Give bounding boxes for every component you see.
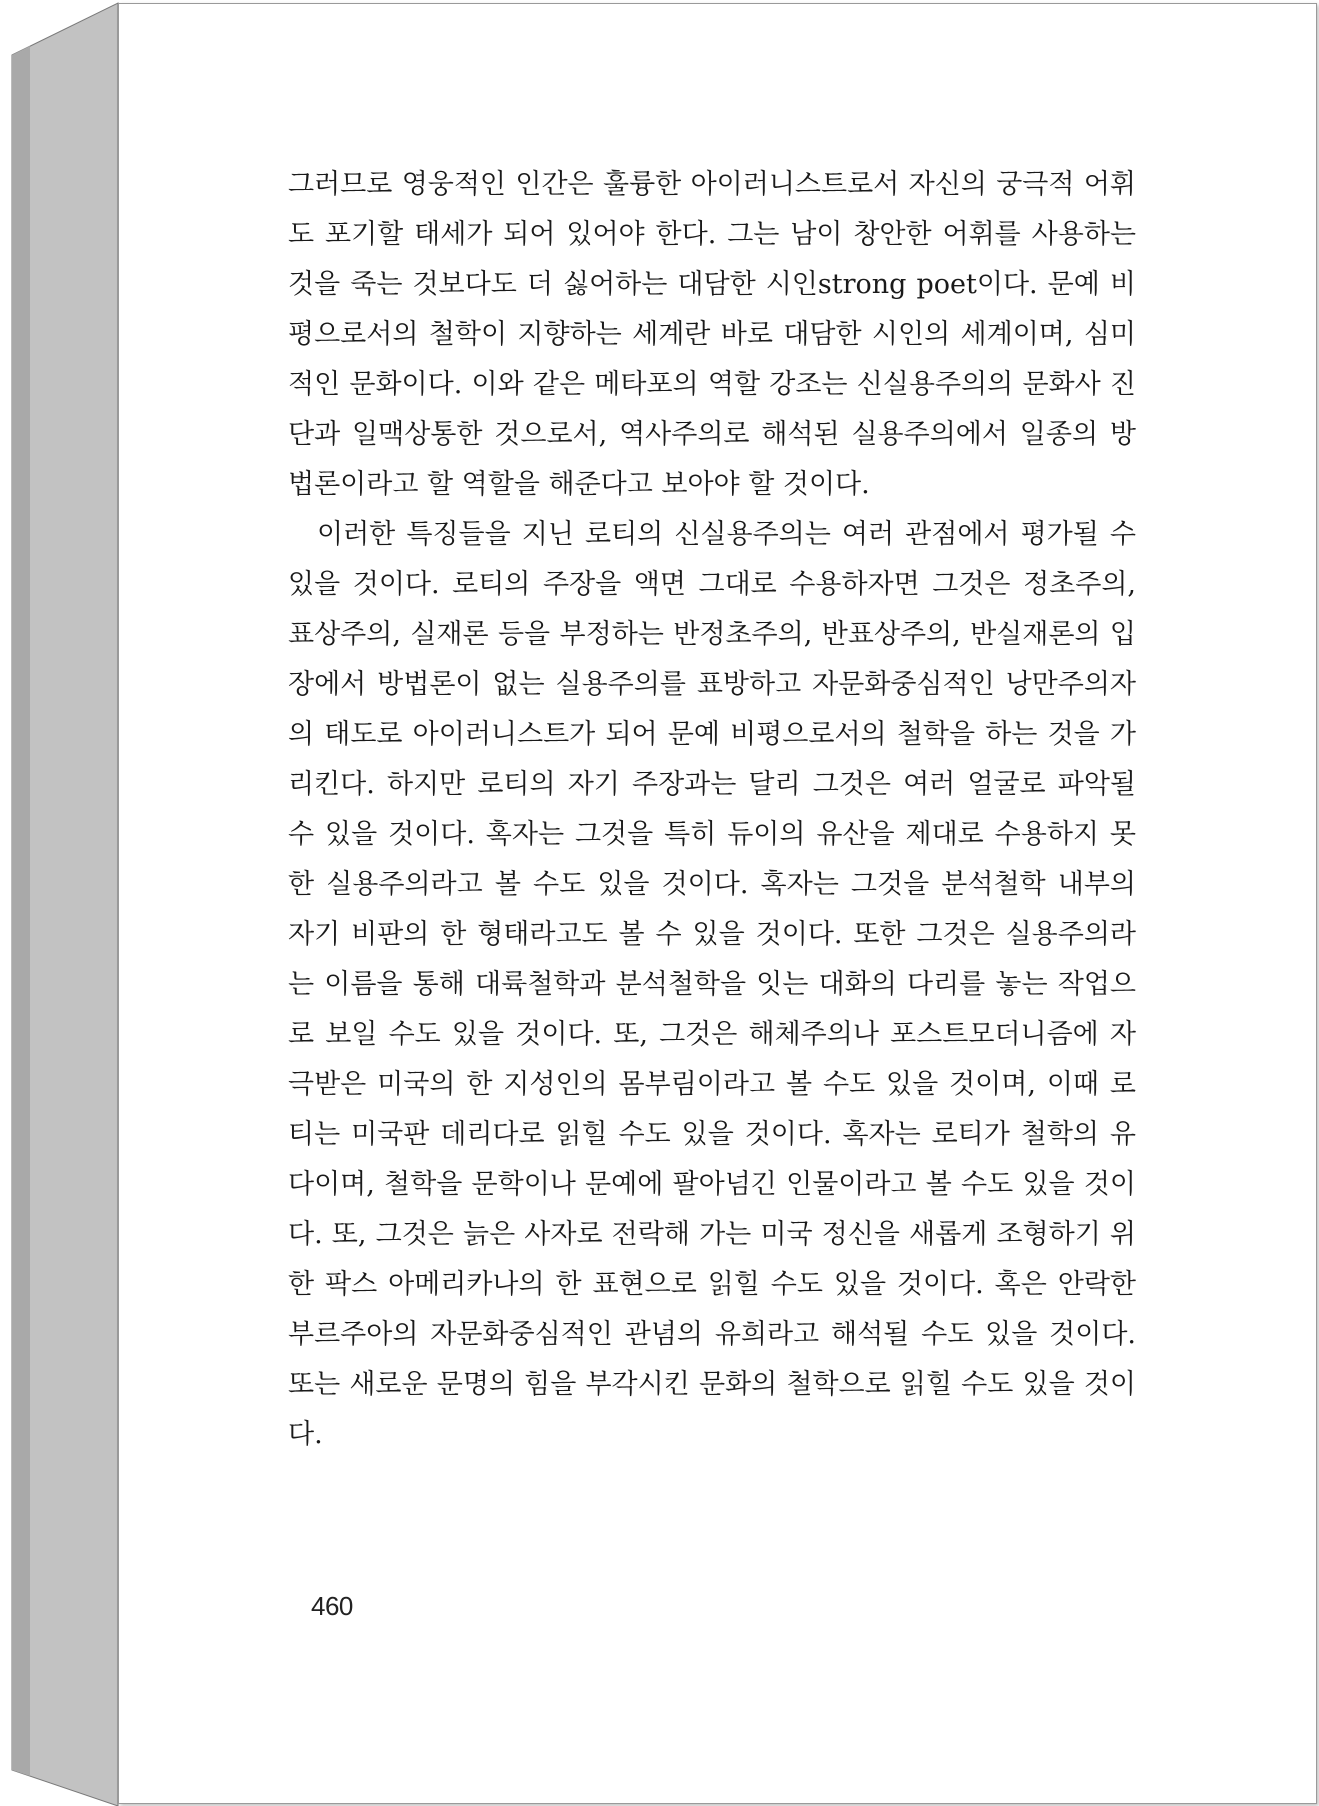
page-stack-shade: [12, 46, 30, 1776]
body-text: [288, 160, 1136, 1460]
paragraph-2: 이러한 특징들을 지닌 로티의 신실용주의는 여러 관점에서 평가될 수 있을 것이다. 로티의 주장을 액면 그대로 수용하자면 그것은 정초주의, 표상주의, 실재론 등을 부정하는 반정초주의, 반표상주의, 반실재론의 입장에서 방법론이 없는 실용주의를 표방하고 자문화중심적인 낭만주의자의 태도로 아이러니스트가 되어 문예 비평으로서의 철학을 하는 것을 가리킨다. 하지만 로티의 자기 주장과는 달리 그것은 여러 얼굴로 파악될 수 있을 것이다. 혹자는 그것을 특히 듀이의 유산을 제대로 수용하지 못한 실용주의라고 볼 수도 있을 것이다. 혹자는 그것을 분석철학 내부의 자기 비판의 한 형태라고도 볼 수 있을 것이다. 또한 그것은 실용주의라는 이름을 통해 대륙철학과 분석철학을 잇는 대화의 다리를 놓는 작업으로 보일 수도 있을 것이다. 또, 그것은 해체주의나 포스트모더니즘에 자극받은 미국의 한 지성인의 몸부림이라고 볼 수도 있을 것이며, 이때 로티는 미국판 데리다로 읽힐 수도 있을 것이다. 혹자는 로티가 철학의 유다이며, 철학을 문학이나 문예에 팔아넘긴 인물이라고 볼 수도 있을 것이다. 또, 그것은 늙은 사자로 전락해 가는 미국 정신을 새롭게 조형하기 위한 팍스 아메리카나의 한 표현으로 읽힐 수도 있을 것이다. 혹은 안락한 부르주아의 자문화중심적인 관념의 유희라고 해석될 수도 있을 것이다. 또는 새로운 문명의 힘을 부각시킨 문화의 철학으로 읽힐 수도 있을 것이다.: [288, 519, 1136, 1450]
paragraph-1: 그러므로 영웅적인 인간은 훌륭한 아이러니스트로서 자신의 궁극적 어휘도 포기할 태세가 되어 있어야 한다. 그는 남이 창안한 어휘를 사용하는 것을 죽는 것보다도 더 싫어하는 대담한 시인strong poet이다. 문예 비평으로서의 철학이 지향하는 세계란 바로 대담한 시인의 세계이며, 심미적인 문화이다. 이와 같은 메타포의 역할 강조는 신실용주의의 문화사 진단과 일맥상통한 것으로서, 역사주의로 해석된 실용주의에서 일종의 방법론이라고 할 역할을 해준다고 보아야 할 것이다.: [288, 169, 1136, 500]
page-number: 460: [311, 1591, 353, 1621]
